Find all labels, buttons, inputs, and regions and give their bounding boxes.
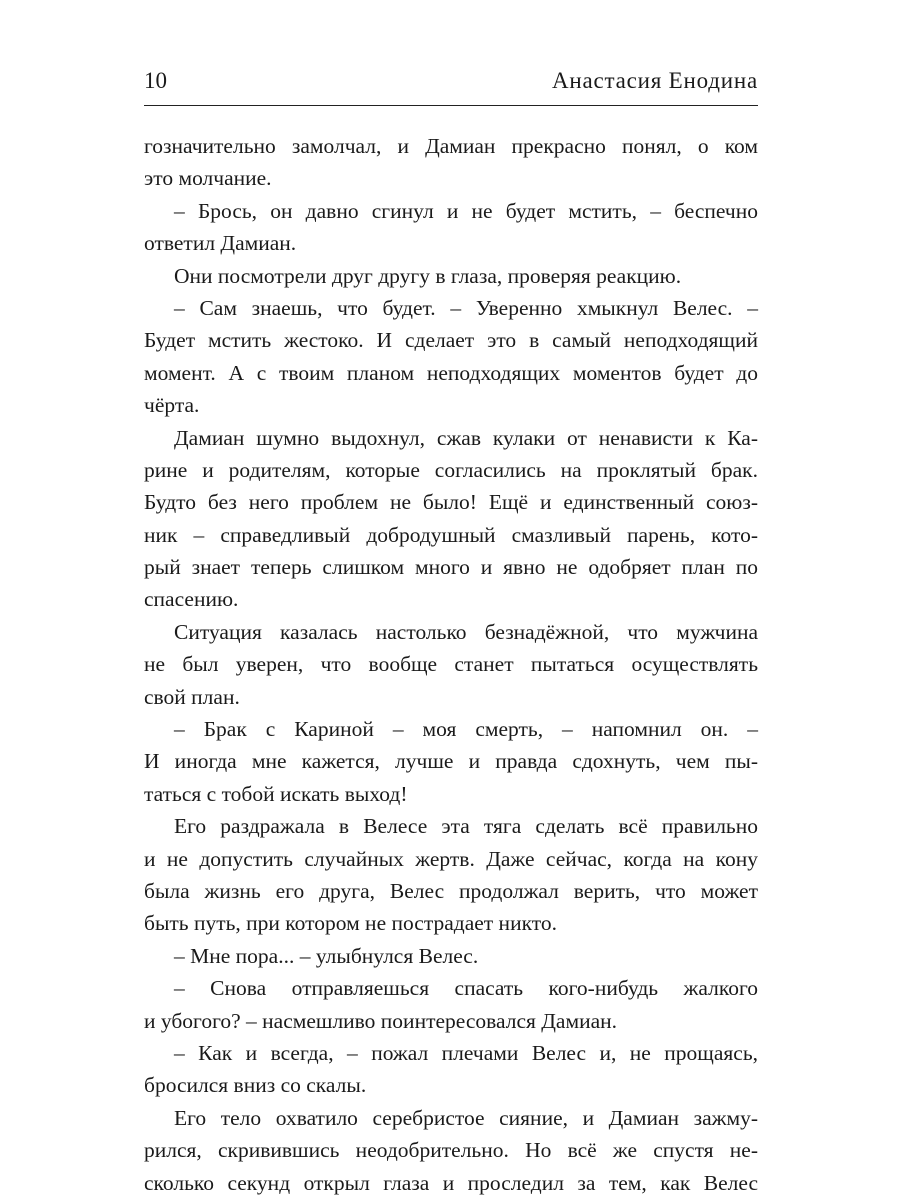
text-line: ответил Дамиан.	[144, 231, 297, 256]
text-line: Они посмотрели друг другу в глаза, проверяя реакцию.	[174, 263, 682, 288]
text-line: Его тело охватило серебристое сияние, и Дамиан зажму-	[174, 1105, 758, 1130]
page-number: 10	[144, 68, 167, 93]
text-line: момент. А с твоим планом неподходящих моментов будет до	[144, 360, 758, 385]
text-line: чёрта.	[144, 393, 200, 418]
text-line: рился, скривившись неодобрительно. Но всё же спустя не-	[144, 1138, 758, 1163]
text-line: это молчание.	[144, 166, 272, 191]
text-line: – Мне пора... – улыбнулся Велес.	[174, 943, 479, 968]
text-line: сколько секунд открыл глаза и проследил за тем, как Велес	[144, 1170, 758, 1195]
text-line: Дамиан шумно выдохнул, сжав кулаки от ненависти к Ка-	[174, 425, 758, 450]
text-line: – Как и всегда, – пожал плечами Велес и, не прощаясь,	[174, 1040, 758, 1065]
text-line: – Брак с Кариной – моя смерть, – напомнил он. –	[174, 717, 758, 742]
page-header	[144, 66, 758, 106]
text-line: гозначительно замолчал, и Дамиан прекрасно понял, о ком	[144, 134, 758, 158]
text-line: не был уверен, что вообще станет пытаться осуществлять	[144, 652, 758, 677]
text-line: была жизнь его друга, Велес продолжал верить, что может	[144, 878, 758, 903]
text-line: – Сам знаешь, что будет. – Уверенно хмыкнул Велес. –	[174, 295, 758, 320]
text-line: – Снова отправляешься спасать кого-нибудь жалкого	[174, 976, 758, 1001]
text-line: быть путь, при котором не пострадает никто.	[144, 911, 557, 936]
text-line: свой план.	[144, 684, 240, 709]
text-line: бросился вниз со скалы.	[144, 1073, 367, 1098]
text-line: Ситуация казалась настолько безнадёжной, что мужчина	[174, 619, 758, 644]
text-line: И иногда мне кажется, лучше и правда сдохнуть, чем пы-	[144, 749, 758, 774]
text-line: Будет мстить жестоко. И сделает это в самый неподходящий	[144, 328, 758, 353]
body-text	[144, 130, 758, 1199]
text-line: – Брось, он давно сгинул и не будет мстить, – беспечно	[174, 198, 758, 223]
running-head-author: Анастасия Енодина	[551, 68, 758, 93]
text-line: рый знает теперь слишком много и явно не одобряет план по	[144, 555, 758, 580]
text-line: рине и родителям, которые согласились на проклятый брак.	[144, 457, 758, 482]
text-line: спасению.	[144, 587, 239, 612]
text-line: таться с тобой искать выход!	[144, 781, 408, 806]
book-page	[144, 0, 758, 1200]
text-line: Будто без него проблем не было! Ещё и единственный союз-	[144, 490, 758, 515]
text-line: Его раздражала в Велесе эта тяга сделать всё правильно	[174, 814, 758, 839]
text-line: и убогого? – насмешливо поинтересовался Дамиан.	[144, 1008, 618, 1033]
header-divider	[144, 105, 758, 106]
text-line: ник – справедливый добродушный смазливый парень, кото-	[144, 522, 758, 547]
text-line: и не допустить случайных жертв. Даже сейчас, когда на кону	[144, 846, 758, 871]
